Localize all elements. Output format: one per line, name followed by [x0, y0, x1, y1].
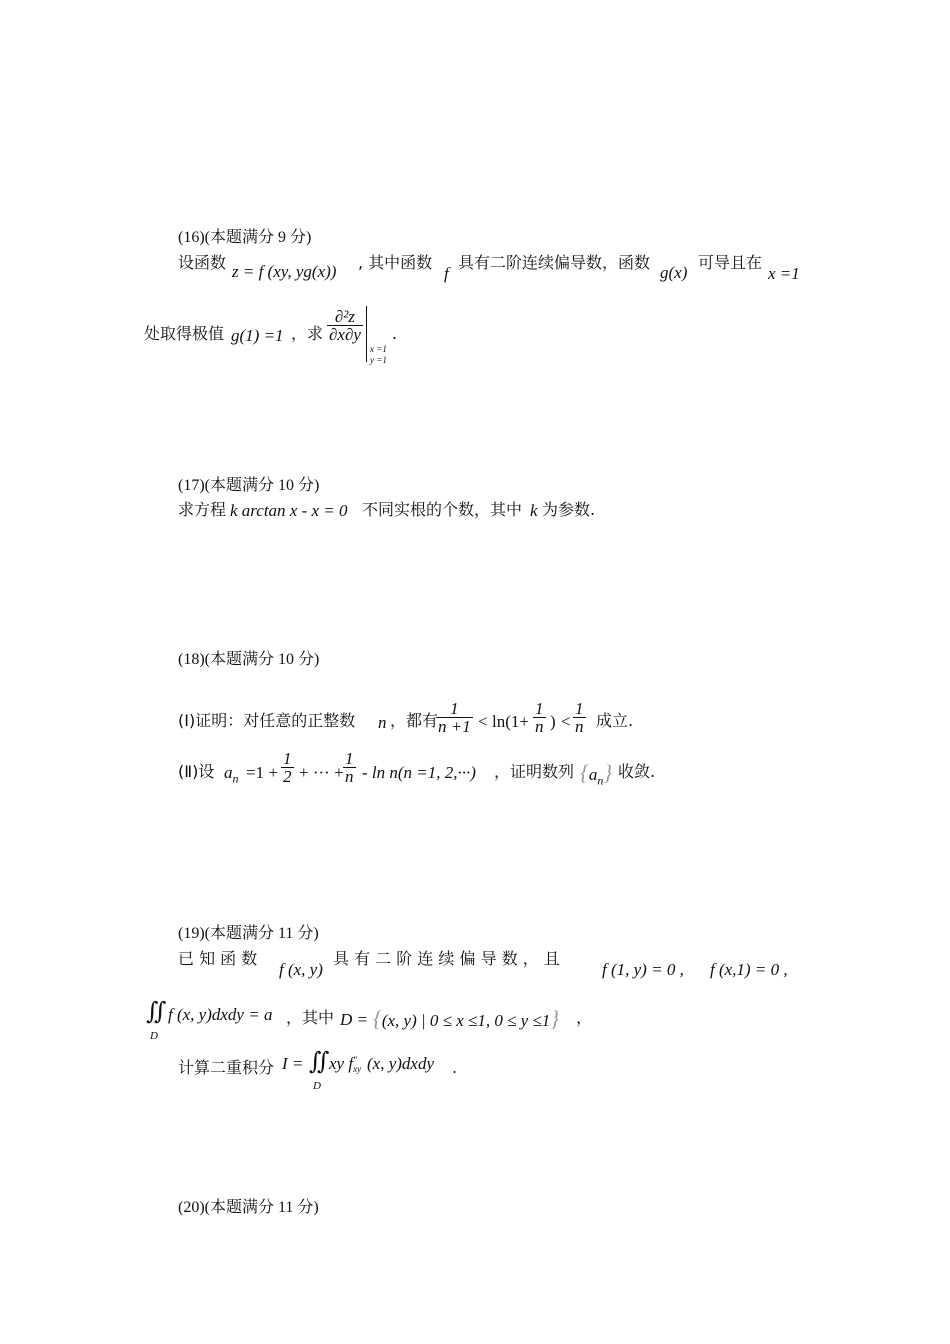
- q19-text-4: ，: [576, 1008, 593, 1027]
- q18-ln-part: ln(1+: [492, 712, 529, 731]
- q19-double-integral-2: ∬: [309, 1049, 330, 1075]
- q16-f: f: [444, 264, 449, 283]
- q18-part2-text-2: ，证明数列: [494, 762, 575, 781]
- q16-partial-fraction: [327, 308, 363, 343]
- q19-condition-2: f (x,1) = 0 ,: [710, 960, 788, 979]
- q19-text-2: 具 有 二 阶 连 续 偏 导 数 ， 且: [333, 949, 560, 968]
- q16-text-1: 设函数: [178, 253, 227, 272]
- q19-header: (19)(本题满分 11 分): [178, 925, 319, 942]
- q18-less-than-1: <: [478, 712, 488, 731]
- q18-sequence: $\{a_n\}$: [580, 760, 613, 788]
- q19-domain-d-2: D: [313, 1080, 321, 1092]
- q18-fraction-1: $\frac{1}{n +1}$: [438, 699, 471, 736]
- q18-eq-start: =1 +: [246, 763, 278, 782]
- q19-double-integral: ∬: [146, 999, 167, 1025]
- q16-header: (16)(本题满分 9 分): [178, 229, 312, 246]
- q19-condition-1: f (1, y) = 0 ,: [602, 960, 684, 979]
- q18-n: n: [378, 713, 387, 732]
- q19-fxy: f (x, y): [279, 960, 323, 979]
- q18-part2-text-3: 收敛.: [618, 762, 656, 781]
- q17-text-2: 不同实根的个数，其中: [362, 500, 523, 519]
- q19-integrand: xy f ″ xy: [329, 1054, 362, 1075]
- q18-header: (18)(本题满分 10 分): [178, 651, 320, 668]
- q16-frac-num: ∂²z: [334, 307, 356, 326]
- q16-frac-den: ∂x∂y: [329, 325, 361, 344]
- q18-fraction-3: $\frac{1}{n}$: [575, 699, 584, 736]
- q17-k: k: [530, 501, 538, 520]
- q20-header: (20)(本题满分 11 分): [178, 1199, 319, 1216]
- q16-sub-y: y =1: [370, 355, 387, 365]
- q19-text-3: ，其中: [286, 1008, 335, 1027]
- q16-text-6: ，求: [291, 324, 324, 343]
- q16-sub-x: x =1: [370, 344, 387, 354]
- q18-less-than-2: <: [561, 712, 571, 731]
- q19-integral-body: f (x, y)dxdy = a: [168, 1005, 273, 1024]
- q16-text-4: 可导且在: [698, 253, 763, 272]
- q18-part2-label: (Ⅱ)设: [178, 762, 215, 781]
- q16-text-2: , 其中函数: [358, 253, 433, 272]
- q18-part1-text-3: 成立.: [596, 711, 634, 730]
- q19-d-eq: D =: [340, 1010, 368, 1029]
- q18-fraction-4: $\frac{1}{2}$: [283, 749, 292, 786]
- q18-a-n: $a_n$: [224, 763, 239, 786]
- q19-text-1: 已 知 函 数: [178, 949, 258, 968]
- q17-equation: k arctan x - x = 0: [230, 501, 348, 520]
- q18-fraction-5: $\frac{1}{n}$: [345, 749, 354, 786]
- q18-close-paren: ): [550, 712, 556, 731]
- q16-text-3: 具有二阶连续偏导数，函数: [458, 253, 651, 272]
- q18-dots: + ··· +: [299, 763, 344, 782]
- q16-text-5: 处取得极值: [144, 324, 225, 343]
- q17-header: (17)(本题满分 10 分): [178, 477, 320, 494]
- q19-d-set: {(x, y) | 0 ≤ x ≤1, 0 ≤ y ≤1}: [373, 1006, 560, 1031]
- q17-text-3: 为参数.: [542, 500, 596, 519]
- q18-part1-text-2: ，都有: [390, 711, 439, 730]
- q18-tail: - ln n(n =1, 2,···): [362, 763, 476, 782]
- q16-x1: x =1: [768, 264, 800, 283]
- q18-part1-label: (Ⅰ)证明：对任意的正整数: [178, 711, 356, 730]
- q16-g1: g(1) =1: [231, 326, 284, 345]
- q16-text-7: .: [392, 324, 398, 343]
- q19-domain-d: D: [150, 1030, 158, 1042]
- q19-text-5: 计算二重积分: [178, 1058, 275, 1077]
- q19-text-6: .: [452, 1058, 458, 1077]
- q19-i-eq: I =: [282, 1054, 304, 1073]
- q16-formula-z: z = f (xy, yg(x)): [232, 262, 337, 281]
- q18-fraction-2: $\frac{1}{n}$: [535, 699, 544, 736]
- q16-eval-bar: [366, 306, 367, 362]
- q17-text-1: 求方程: [178, 500, 227, 519]
- q19-integrand-tail: (x, y)dxdy: [367, 1054, 435, 1073]
- q16-gx: g(x): [660, 263, 688, 282]
